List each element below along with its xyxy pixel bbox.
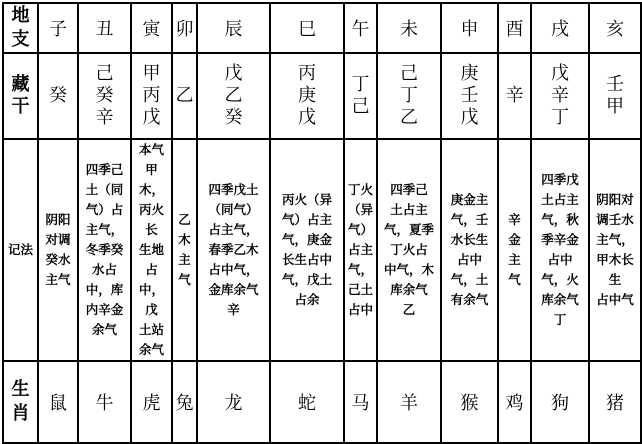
- stem-cell: 癸: [49, 85, 67, 106]
- note-cell: 阴阳对 调壬水 主气， 甲木长 生 占中气: [596, 192, 634, 307]
- branch-cell: 辰: [197, 3, 270, 53]
- note-cell: 丁火 （异 气） 占主 气， 己土 占中: [347, 182, 373, 317]
- branch-cell: 午: [344, 3, 377, 53]
- branch-cell: 未: [377, 3, 441, 53]
- note-cell: 四季己 土（同 气）占 主气， 冬季癸 水占 中，库 内辛金 余气: [85, 162, 124, 337]
- zodiac-cell: 虎: [131, 361, 172, 443]
- stem-cell: 庚 壬 戊: [460, 63, 479, 128]
- stem-cell: 己 癸 辛: [95, 63, 114, 128]
- stem-cell: 己 丁 乙: [400, 63, 418, 128]
- zodiac-cell: 牛: [78, 361, 131, 443]
- branch-cell: 戌: [531, 3, 589, 53]
- zodiac-cell: 龙: [197, 361, 270, 443]
- note-cell: 庚金主 气，壬 水长生 占中 气，土 有余气: [450, 192, 489, 307]
- stem-cell: 辛: [505, 85, 524, 106]
- note-cell: 阴阳 对调 癸水 主气: [45, 212, 71, 287]
- zodiac-cell: 狗: [531, 361, 589, 443]
- stem-cell: 戊 辛 丁: [551, 63, 569, 128]
- note-cell: 本气 甲木， 丙火长 生地占 中，戊 土站 余气: [138, 142, 164, 357]
- dizhi-label: 地 支: [3, 3, 38, 53]
- zodiac-cell: 羊: [377, 361, 441, 443]
- zodiac-row: [3, 361, 641, 443]
- stem-cell: 甲 丙 戊: [142, 63, 161, 128]
- stem-cell: 戊 乙 癸: [224, 63, 243, 128]
- branch-cell: 丑: [78, 3, 131, 53]
- jifa-row: [3, 139, 641, 361]
- zodiac-cell: 猪: [589, 361, 641, 443]
- branch-row: [3, 3, 641, 53]
- note-cell: 四季己 土占主 气，夏季 丁火占 中气，木 库余气 乙: [383, 182, 434, 317]
- stem-cell: 丁 己: [351, 74, 370, 117]
- canggan-label: 藏 干: [3, 53, 38, 139]
- stem-cell: 乙: [175, 85, 194, 106]
- zodiac-cell: 兔: [172, 361, 197, 443]
- branch-cell: 申: [441, 3, 498, 53]
- stem-cell: 丙 庚 戊: [298, 63, 316, 128]
- zodiac-cell: 马: [344, 361, 377, 443]
- branch-cell: 巳: [270, 3, 344, 53]
- branch-cell: 子: [38, 3, 78, 53]
- branch-cell: 亥: [589, 3, 641, 53]
- zodiac-cell: 蛇: [270, 361, 344, 443]
- jifa-label: 记法: [3, 139, 38, 361]
- shengxiao-label: 生 肖: [3, 361, 38, 443]
- dizhi-canggan-table: [2, 2, 642, 444]
- canggan-row: [3, 53, 641, 139]
- note-cell: 辛 金 主 气: [508, 212, 521, 287]
- note-cell: 丙火（异 气）占主 气，庚金 长生占中 气，戊土 占余: [281, 192, 332, 307]
- note-cell: 四季戊 土占主 气，秋 季辛金 占中 气，火 库余气 丁: [541, 172, 579, 327]
- branch-cell: 卯: [172, 3, 197, 53]
- zodiac-cell: 猴: [441, 361, 498, 443]
- stem-cell: 壬 甲: [606, 74, 624, 117]
- zodiac-cell: 鸡: [498, 361, 531, 443]
- branch-cell: 寅: [131, 3, 172, 53]
- note-cell: 乙 木 主 气: [178, 212, 191, 287]
- branch-cell: 酉: [498, 3, 531, 53]
- zodiac-cell: 鼠: [38, 361, 78, 443]
- note-cell: 四季戊土 （同气） 占主气， 春季乙木 占中气， 金库余气 辛: [208, 182, 259, 317]
